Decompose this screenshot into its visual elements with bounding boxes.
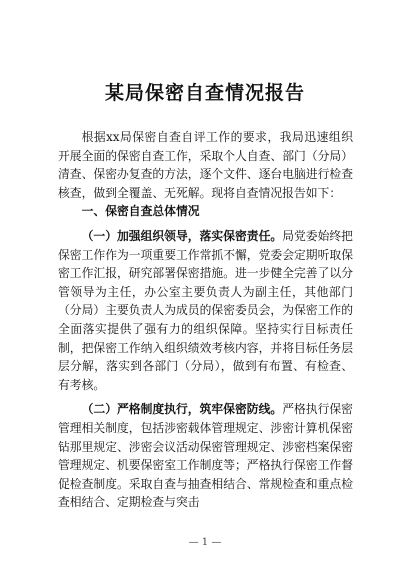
subsection-1-text: 局党委始终把保密工作作为一项重要工作常抓不懈，党委会定期听取保密工作汇报，研究部署保密措施。进一步健全完善了以分管领导为主任，办公室主要负责人为副主任，其他部门（分局）主要负责人为成员的保密委员会，为保密工作的全面落实提供了强有力的组织保障。坚持实行目标责任制，把保密工作纳入组织绩效考核内容，并将目标任务层层分解，落实到各部门（分局），做到有布置、有检查、有考核。: [58, 228, 353, 392]
section-heading: 一、保密自查总体情况: [81, 204, 200, 219]
document-title: 某局保密自查情况报告: [104, 82, 305, 104]
subsection-1-heading: （一）加强组织领导，落实保密责任。: [81, 228, 283, 243]
subsection-1-paragraph: [58, 227, 353, 394]
document-body: [58, 128, 353, 512]
intro-paragraph: 根据xx局保密自查自评工作的要求，我局迅速组织开展全面的保密自查工作，采取个人自查、部门（分局）清查、保密办复查的方法，逐个文件、逐台电脑进行检查核查，做到全覆盖、无死解。现将自查情况报告如下：: [58, 130, 353, 200]
subsection-2-paragraph: [58, 400, 353, 512]
subsection-2-heading: （二）严格制度执行，筑牢保密防线。: [81, 402, 283, 417]
page-number: — 1 —: [188, 537, 222, 548]
subsection-2-text: 严格执行保密管理相关制度，包括涉密载体管理规定、涉密计算机保密钻那里规定、涉密会议活动保密管理规定、涉密档案保密管理规定、机要保密室工作制度等；严格执行保密工作督促检查制度。采取自查与抽查相结合、常规检查和重点检查相结合、定期检查与突击: [58, 402, 353, 510]
